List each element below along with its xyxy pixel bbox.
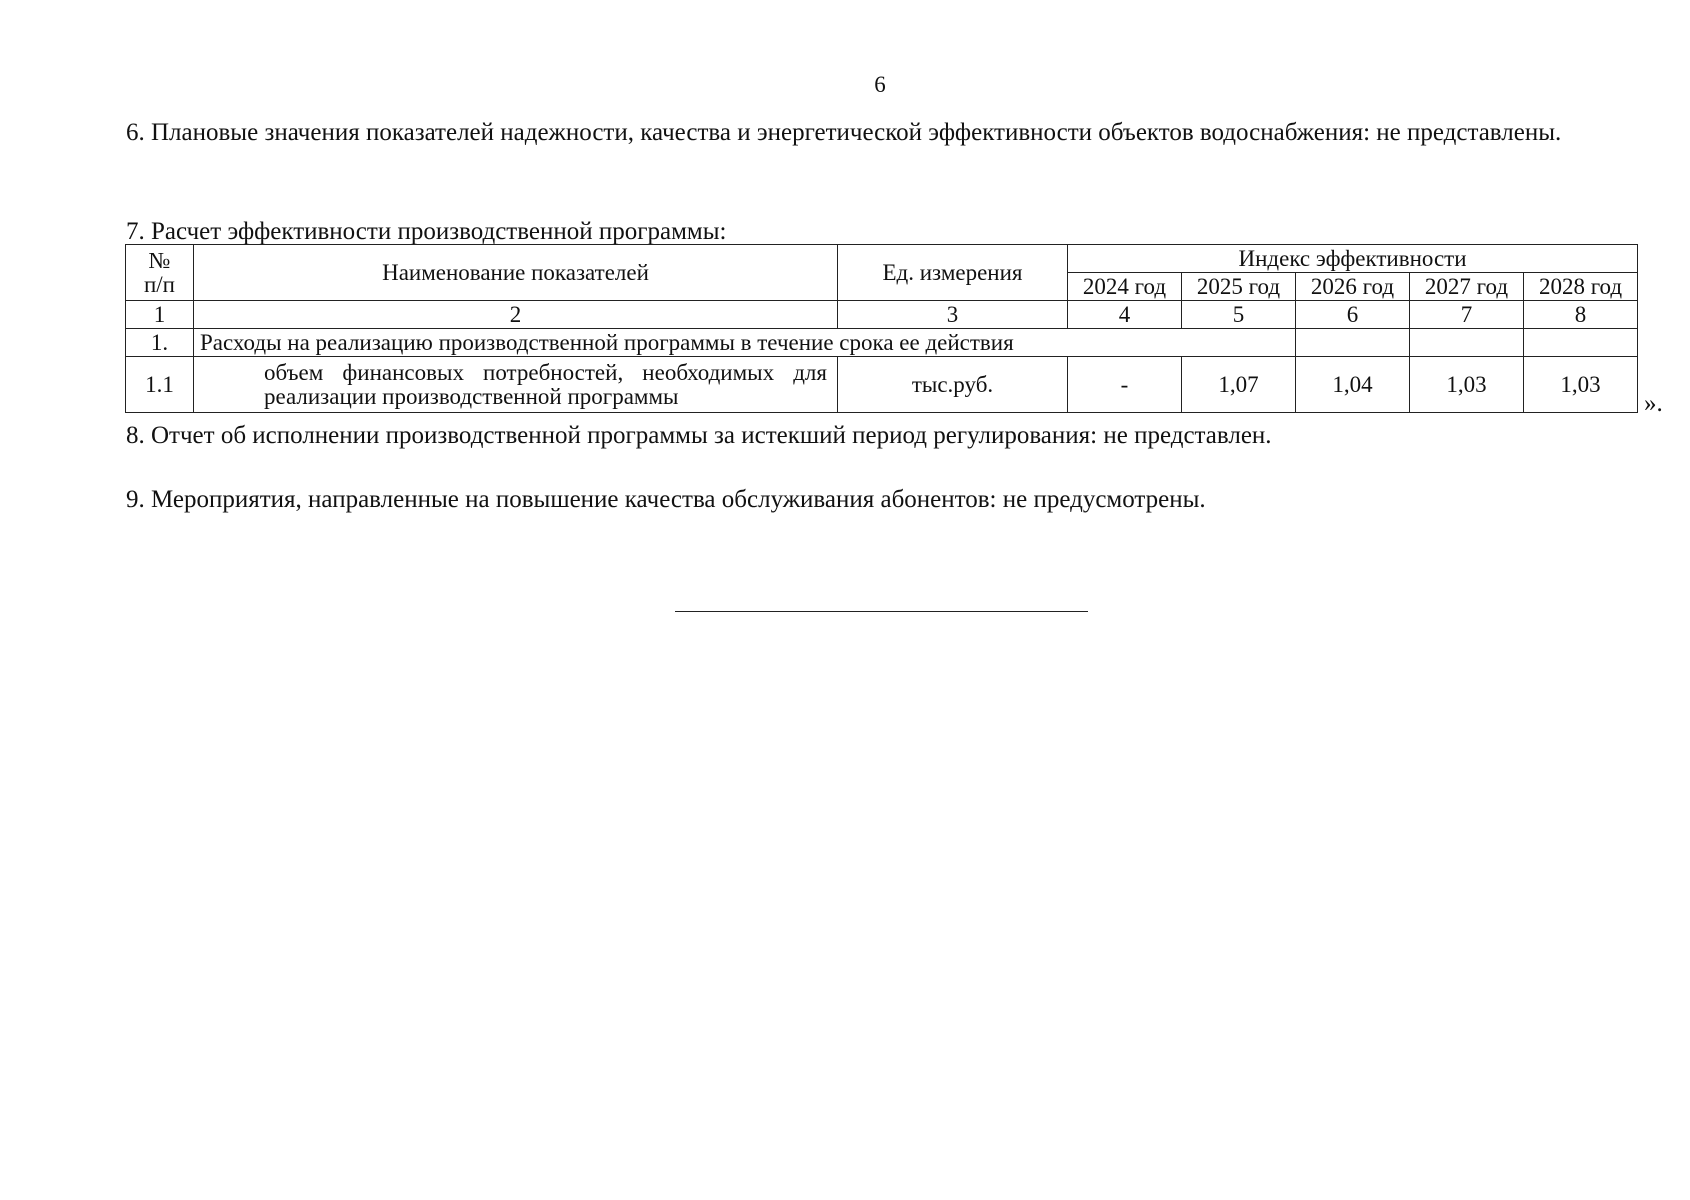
section-8-text: 8. Отчет об исполнении производственной программы за истекший период регулирования: не представлен.	[126, 422, 1272, 449]
empty-cell	[1410, 329, 1524, 357]
column-number: 7	[1410, 301, 1524, 329]
row-value: 1,07	[1182, 357, 1296, 413]
row-unit: тыс.руб.	[838, 357, 1068, 413]
section-9-text: 9. Мероприятия, направленные на повышение качества обслуживания абонентов: не предусмотрены.	[126, 486, 1206, 513]
page-number: 6	[874, 72, 886, 97]
header-year: 2024 год	[1068, 273, 1182, 301]
header-year: 2025 год	[1182, 273, 1296, 301]
table-row-1	[126, 329, 1638, 357]
row-value: 1,04	[1296, 357, 1410, 413]
separator-line	[675, 611, 1088, 612]
header-name: Наименование показателей	[194, 245, 838, 301]
efficiency-table	[125, 244, 1638, 413]
section-7-title: 7. Расчет эффективности производственной программы:	[126, 218, 727, 245]
empty-cell	[1524, 329, 1638, 357]
header-year: 2026 год	[1296, 273, 1410, 301]
row-name: объем финансовых потребностей, необходимых для реализации производственной программы	[194, 357, 838, 413]
header-year: 2027 год	[1410, 273, 1524, 301]
header-row-1	[126, 245, 1638, 273]
header-num: № п/п	[126, 245, 194, 301]
table-row-1-1	[126, 357, 1638, 413]
section-6-text: 6. Плановые значения показателей надежности, качества и энергетической эффективности объектов водоснабжения: не представлены.	[126, 119, 1562, 146]
column-number: 4	[1068, 301, 1182, 329]
column-number: 5	[1182, 301, 1296, 329]
header-unit: Ед. измерения	[838, 245, 1068, 301]
column-number: 1	[126, 301, 194, 329]
header-year: 2028 год	[1524, 273, 1638, 301]
row-num: 1.	[126, 329, 194, 357]
column-number: 8	[1524, 301, 1638, 329]
row-num: 1.1	[126, 357, 194, 413]
column-number: 2	[194, 301, 838, 329]
column-number-row	[126, 301, 1638, 329]
row-name: Расходы на реализацию производственной программы в течение срока ее действия	[194, 329, 1296, 357]
header-index-group: Индекс эффективности	[1068, 245, 1638, 273]
row-value: 1,03	[1410, 357, 1524, 413]
row-value: -	[1068, 357, 1182, 413]
column-number: 3	[838, 301, 1068, 329]
closing-quote: ».	[1644, 390, 1663, 417]
column-number: 6	[1296, 301, 1410, 329]
empty-cell	[1296, 329, 1410, 357]
row-value: 1,03	[1524, 357, 1638, 413]
